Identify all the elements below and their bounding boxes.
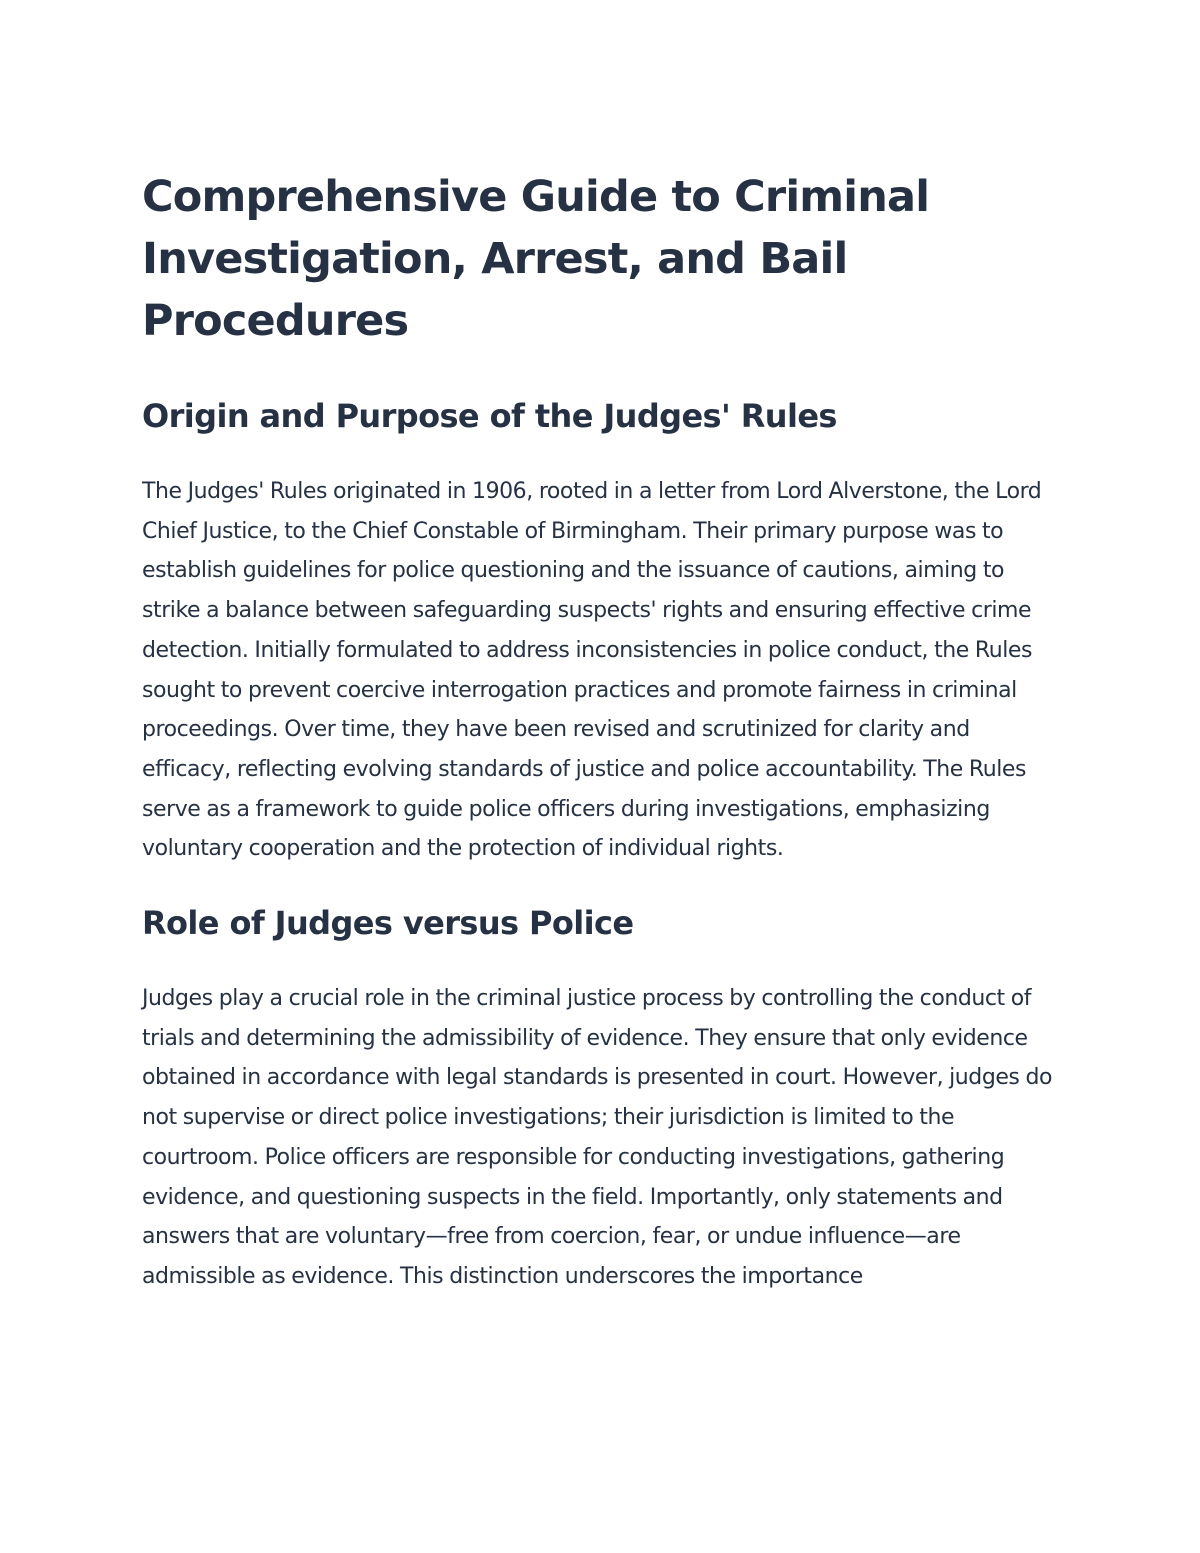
section-heading-origin: Origin and Purpose of the Judges' Rules [142, 397, 837, 435]
document-page [142, 166, 1062, 1297]
section-heading-roles: Role of Judges versus Police [142, 904, 634, 943]
section-body-roles: Judges play a crucial role in the criminal justice process by controlling the conduct of trials and determining the admissibility of evidence. They ensure that only evidence obtained in accordance with legal standards is presented in court. However, judges do not supervise or direct police investigations; their jurisdiction is limited to the courtroom. Police officers are responsible for conducting investigations, gathering evidence, and questioning suspects in the field. Importantly, only statements and answers that are voluntary—free from coercion, fear, or undue influence—are admissible as evidence. This distinction underscores the importance [142, 986, 1053, 1289]
section-body-origin: The Judges' Rules originated in 1906, rooted in a letter from Lord Alverstone, the Lord Chief Justice, to the Chief Constable of Birmingham. Their primary purpose was to establish guidelines for police questioning and the issuance of cautions, aiming to strike a balance between safeguarding suspects' rights and ensuring effective crime detection. Initially formulated to address inconsistencies in police conduct, the Rules sought to prevent coercive interrogation practices and promote fairness in criminal proceedings. Over time, they have been revised and scrutinized for clarity and efficacy, reflecting evolving standards of justice and police accountability. The Rules serve as a framework to guide police officers during investigations, emphasizing voluntary cooperation and the protection of individual rights. [142, 479, 1042, 862]
page-title: Comprehensive Guide to Criminal Investigation, Arrest, and Bail Procedures [142, 172, 930, 346]
